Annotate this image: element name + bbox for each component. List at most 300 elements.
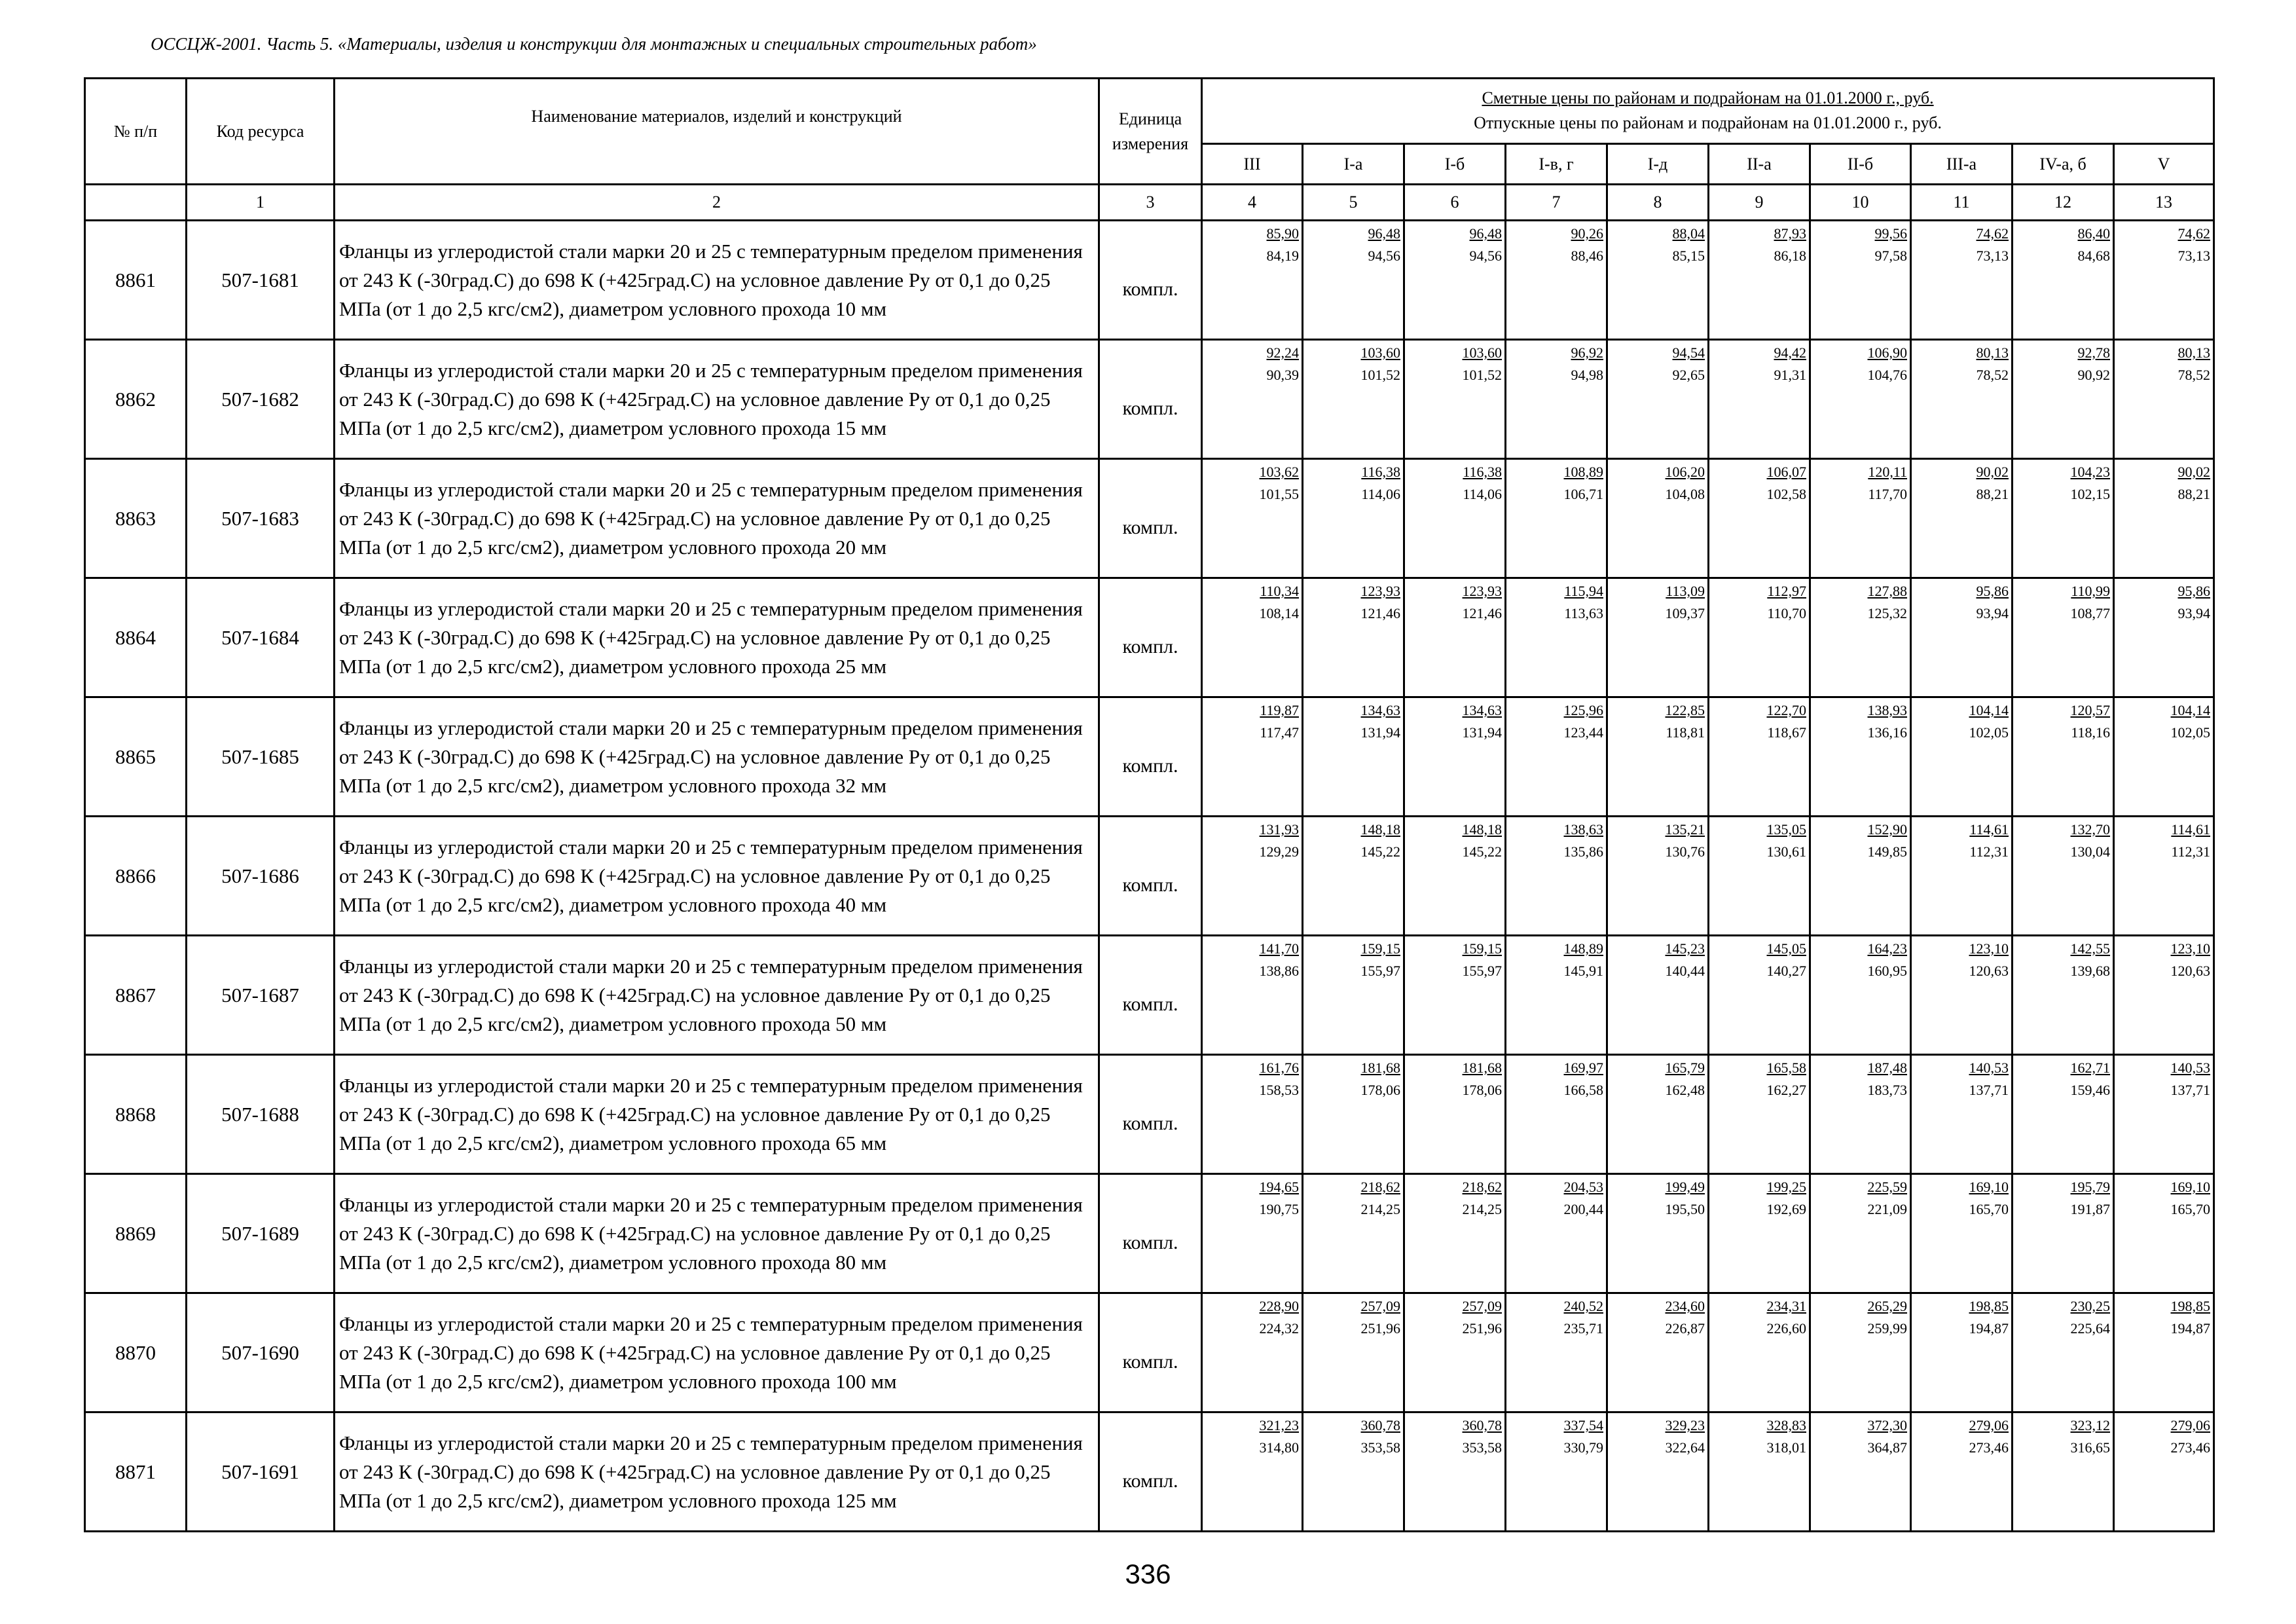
estimate-price: 228,90 bbox=[1259, 1298, 1299, 1314]
release-price: 162,48 bbox=[1665, 1082, 1705, 1098]
column-number: 8 bbox=[1607, 185, 1709, 221]
release-price: 88,21 bbox=[1976, 486, 2009, 502]
release-price: 101,55 bbox=[1259, 486, 1299, 502]
price-cell bbox=[1202, 221, 1303, 340]
estimate-price: 138,63 bbox=[1563, 821, 1603, 838]
release-price: 114,06 bbox=[1463, 486, 1502, 502]
estimate-price: 194,65 bbox=[1259, 1179, 1299, 1195]
release-price: 251,96 bbox=[1360, 1320, 1400, 1337]
price-cell bbox=[2013, 221, 2114, 340]
estimate-price: 234,31 bbox=[1766, 1298, 1806, 1314]
price-cell bbox=[1810, 578, 1911, 697]
price-table bbox=[84, 77, 2215, 1532]
price-cell bbox=[2013, 817, 2114, 936]
release-price: 102,15 bbox=[2070, 486, 2110, 502]
release-price: 137,71 bbox=[1969, 1082, 2009, 1098]
price-cell bbox=[1303, 1174, 1404, 1293]
estimate-price: 159,15 bbox=[1360, 940, 1400, 957]
price-cell bbox=[1709, 578, 1810, 697]
header-unit: Единица измерения bbox=[1099, 79, 1202, 185]
release-price: 101,52 bbox=[1462, 367, 1502, 383]
release-price: 73,13 bbox=[1976, 248, 2009, 264]
estimate-price: 104,14 bbox=[2170, 702, 2211, 718]
table-row bbox=[85, 578, 2214, 697]
estimate-price: 88,04 bbox=[1672, 225, 1705, 242]
release-price: 145,22 bbox=[1360, 843, 1400, 860]
estimate-price: 96,48 bbox=[1469, 225, 1502, 242]
estimate-price: 140,53 bbox=[1969, 1060, 2009, 1076]
table-row bbox=[85, 1174, 2214, 1293]
row-number: 8865 bbox=[85, 697, 187, 817]
unit: компл. bbox=[1099, 697, 1202, 817]
price-cell bbox=[1810, 697, 1911, 817]
resource-code: 507-1685 bbox=[187, 697, 335, 817]
estimate-price: 123,10 bbox=[2170, 940, 2211, 957]
resource-code: 507-1682 bbox=[187, 340, 335, 459]
estimate-price: 265,29 bbox=[1867, 1298, 1907, 1314]
release-price: 166,58 bbox=[1563, 1082, 1603, 1098]
unit: компл. bbox=[1099, 1174, 1202, 1293]
region-header: I-в, г bbox=[1506, 144, 1607, 185]
release-price: 73,13 bbox=[2178, 248, 2211, 264]
release-price: 221,09 bbox=[1867, 1201, 1907, 1217]
region-header: V bbox=[2114, 144, 2214, 185]
region-header: III bbox=[1202, 144, 1303, 185]
price-cell bbox=[1607, 1174, 1709, 1293]
release-price: 314,80 bbox=[1259, 1439, 1299, 1456]
unit: компл. bbox=[1099, 340, 1202, 459]
price-cell bbox=[1202, 459, 1303, 578]
price-cell bbox=[1709, 817, 1810, 936]
estimate-price: 123,93 bbox=[1360, 583, 1400, 599]
release-price: 131,94 bbox=[1360, 724, 1400, 741]
release-price: 131,94 bbox=[1462, 724, 1502, 741]
estimate-price: 114,61 bbox=[2171, 821, 2211, 838]
price-cell bbox=[1506, 578, 1607, 697]
release-price: 149,85 bbox=[1867, 843, 1907, 860]
estimate-price: 103,60 bbox=[1462, 344, 1502, 361]
price-cell bbox=[1404, 697, 1506, 817]
price-cell bbox=[1911, 578, 2013, 697]
estimate-price: 74,62 bbox=[1976, 225, 2009, 242]
unit: компл. bbox=[1099, 936, 1202, 1055]
table-row bbox=[85, 221, 2214, 340]
estimate-price: 140,53 bbox=[2170, 1060, 2211, 1076]
column-number: 12 bbox=[2013, 185, 2114, 221]
region-header: I-б bbox=[1404, 144, 1506, 185]
release-price: 158,53 bbox=[1259, 1082, 1299, 1098]
header-release-prices: Отпускные цены по районам и подрайонам на 01.01.2000 г., руб. bbox=[1474, 113, 1942, 132]
release-price: 106,71 bbox=[1563, 486, 1603, 502]
release-price: 136,16 bbox=[1867, 724, 1907, 741]
release-price: 130,04 bbox=[2070, 843, 2110, 860]
price-cell bbox=[2114, 1412, 2214, 1532]
table-row bbox=[85, 697, 2214, 817]
price-cell bbox=[1607, 340, 1709, 459]
price-cell bbox=[1202, 1412, 1303, 1532]
resource-code: 507-1686 bbox=[187, 817, 335, 936]
release-price: 94,56 bbox=[1368, 248, 1400, 264]
resource-code: 507-1683 bbox=[187, 459, 335, 578]
row-number: 8866 bbox=[85, 817, 187, 936]
region-header: II-б bbox=[1810, 144, 1911, 185]
release-price: 138,86 bbox=[1259, 963, 1299, 979]
estimate-price: 86,40 bbox=[2077, 225, 2110, 242]
estimate-price: 104,23 bbox=[2070, 464, 2110, 480]
estimate-price: 187,48 bbox=[1867, 1060, 1907, 1076]
estimate-price: 113,09 bbox=[1666, 583, 1705, 599]
price-cell bbox=[1303, 578, 1404, 697]
release-price: 178,06 bbox=[1462, 1082, 1502, 1098]
table-row bbox=[85, 340, 2214, 459]
estimate-price: 114,61 bbox=[1969, 821, 2009, 838]
release-price: 104,76 bbox=[1867, 367, 1907, 383]
price-cell bbox=[1709, 1174, 1810, 1293]
table-row bbox=[85, 1055, 2214, 1174]
release-price: 135,86 bbox=[1563, 843, 1603, 860]
estimate-price: 103,60 bbox=[1360, 344, 1400, 361]
price-cell bbox=[2013, 697, 2114, 817]
release-price: 118,81 bbox=[1666, 724, 1705, 741]
estimate-price: 360,78 bbox=[1462, 1417, 1502, 1433]
resource-code: 507-1687 bbox=[187, 936, 335, 1055]
price-cell bbox=[1303, 1293, 1404, 1412]
estimate-price: 96,92 bbox=[1571, 344, 1603, 361]
estimate-price: 329,23 bbox=[1665, 1417, 1705, 1433]
header-resource-code: Код ресурса bbox=[187, 79, 335, 185]
release-price: 94,56 bbox=[1469, 248, 1502, 264]
release-price: 112,31 bbox=[2171, 843, 2211, 860]
unit: компл. bbox=[1099, 459, 1202, 578]
resource-code: 507-1689 bbox=[187, 1174, 335, 1293]
release-price: 235,71 bbox=[1563, 1320, 1603, 1337]
release-price: 93,94 bbox=[2178, 605, 2211, 621]
release-price: 108,77 bbox=[2070, 605, 2110, 621]
price-cell bbox=[1911, 817, 2013, 936]
header-prices bbox=[1202, 79, 2214, 144]
price-cell bbox=[1404, 1412, 1506, 1532]
estimate-price: 90,02 bbox=[2178, 464, 2211, 480]
release-price: 109,37 bbox=[1665, 605, 1705, 621]
estimate-price: 279,06 bbox=[2170, 1417, 2211, 1433]
price-cell bbox=[1303, 697, 1404, 817]
price-cell bbox=[1607, 459, 1709, 578]
table-row bbox=[85, 936, 2214, 1055]
column-number bbox=[85, 185, 187, 221]
price-cell bbox=[1709, 221, 1810, 340]
unit: компл. bbox=[1099, 1293, 1202, 1412]
estimate-price: 135,05 bbox=[1766, 821, 1806, 838]
region-header: IV-a, б bbox=[2013, 144, 2114, 185]
estimate-price: 106,07 bbox=[1766, 464, 1806, 480]
price-cell bbox=[2114, 459, 2214, 578]
release-price: 102,58 bbox=[1766, 486, 1806, 502]
release-price: 353,58 bbox=[1462, 1439, 1502, 1456]
price-cell bbox=[2114, 340, 2214, 459]
material-name: Фланцы из углеродистой стали марки 20 и 25 с температурным пределом применения от 243 К (-30град.С) до 698 К (+425град.С) на условное давление Ру от 0,1 до 0,25 МПа (от 1 до 2,5 кгс/см2), диаметром условного прохода 80 мм bbox=[335, 1174, 1099, 1293]
price-cell bbox=[1303, 221, 1404, 340]
price-cell bbox=[1709, 1055, 1810, 1174]
estimate-price: 230,25 bbox=[2070, 1298, 2110, 1314]
estimate-price: 116,38 bbox=[1463, 464, 1502, 480]
price-cell bbox=[2114, 817, 2214, 936]
release-price: 114,06 bbox=[1361, 486, 1400, 502]
row-number: 8870 bbox=[85, 1293, 187, 1412]
release-price: 121,46 bbox=[1462, 605, 1502, 621]
estimate-price: 145,05 bbox=[1766, 940, 1806, 957]
price-cell bbox=[1506, 697, 1607, 817]
estimate-price: 92,24 bbox=[1266, 344, 1299, 361]
release-price: 84,19 bbox=[1266, 248, 1299, 264]
price-cell bbox=[1202, 578, 1303, 697]
release-price: 273,46 bbox=[2170, 1439, 2211, 1456]
release-price: 195,50 bbox=[1665, 1201, 1705, 1217]
price-cell bbox=[1709, 459, 1810, 578]
release-price: 102,05 bbox=[1969, 724, 2009, 741]
price-cell bbox=[1506, 459, 1607, 578]
release-price: 226,60 bbox=[1766, 1320, 1806, 1337]
price-cell bbox=[1202, 340, 1303, 459]
estimate-price: 199,49 bbox=[1665, 1179, 1705, 1195]
release-price: 140,27 bbox=[1766, 963, 1806, 979]
estimate-price: 195,79 bbox=[2070, 1179, 2110, 1195]
release-price: 78,52 bbox=[1976, 367, 2009, 383]
release-price: 120,63 bbox=[2170, 963, 2211, 979]
estimate-price: 148,18 bbox=[1462, 821, 1502, 838]
price-cell bbox=[2013, 1412, 2114, 1532]
release-price: 130,76 bbox=[1665, 843, 1705, 860]
release-price: 92,65 bbox=[1672, 367, 1705, 383]
release-price: 159,46 bbox=[2070, 1082, 2110, 1098]
estimate-price: 104,14 bbox=[1969, 702, 2009, 718]
estimate-price: 360,78 bbox=[1360, 1417, 1400, 1433]
estimate-price: 169,97 bbox=[1563, 1060, 1603, 1076]
estimate-price: 328,83 bbox=[1766, 1417, 1806, 1433]
unit: компл. bbox=[1099, 1412, 1202, 1532]
estimate-price: 181,68 bbox=[1360, 1060, 1400, 1076]
price-cell bbox=[1202, 936, 1303, 1055]
unit: компл. bbox=[1099, 221, 1202, 340]
material-name: Фланцы из углеродистой стали марки 20 и 25 с температурным пределом применения от 243 К (-30град.С) до 698 К (+425град.С) на условное давление Ру от 0,1 до 0,25 МПа (от 1 до 2,5 кгс/см2), диаметром условного прохода 20 мм bbox=[335, 459, 1099, 578]
release-price: 259,99 bbox=[1867, 1320, 1907, 1337]
release-price: 118,67 bbox=[1767, 724, 1806, 741]
estimate-price: 240,52 bbox=[1563, 1298, 1603, 1314]
release-price: 183,73 bbox=[1867, 1082, 1907, 1098]
region-header: I-a bbox=[1303, 144, 1404, 185]
document-header: ОССЦЖ-2001. Часть 5. «Материалы, изделия и конструкции для монтажных и специальных строительных работ» bbox=[151, 34, 1037, 54]
release-price: 101,52 bbox=[1360, 367, 1400, 383]
estimate-price: 181,68 bbox=[1462, 1060, 1502, 1076]
estimate-price: 96,48 bbox=[1368, 225, 1400, 242]
price-cell bbox=[1607, 1055, 1709, 1174]
release-price: 214,25 bbox=[1360, 1201, 1400, 1217]
release-price: 91,31 bbox=[1774, 367, 1806, 383]
price-cell bbox=[2013, 1055, 2114, 1174]
estimate-price: 257,09 bbox=[1360, 1298, 1400, 1314]
release-price: 113,63 bbox=[1564, 605, 1603, 621]
price-cell bbox=[1607, 697, 1709, 817]
price-cell bbox=[1911, 221, 2013, 340]
resource-code: 507-1690 bbox=[187, 1293, 335, 1412]
column-number: 2 bbox=[335, 185, 1099, 221]
price-cell bbox=[1202, 1174, 1303, 1293]
price-cell bbox=[1404, 221, 1506, 340]
price-cell bbox=[1404, 1174, 1506, 1293]
column-number: 6 bbox=[1404, 185, 1506, 221]
price-cell bbox=[1202, 1293, 1303, 1412]
unit: компл. bbox=[1099, 1055, 1202, 1174]
price-cell bbox=[1607, 1293, 1709, 1412]
release-price: 273,46 bbox=[1969, 1439, 2009, 1456]
release-price: 137,71 bbox=[2170, 1082, 2211, 1098]
release-price: 102,05 bbox=[2170, 724, 2211, 741]
unit: компл. bbox=[1099, 817, 1202, 936]
estimate-price: 321,23 bbox=[1259, 1417, 1299, 1433]
price-cell bbox=[1506, 817, 1607, 936]
estimate-price: 159,15 bbox=[1462, 940, 1502, 957]
release-price: 88,21 bbox=[2178, 486, 2211, 502]
estimate-price: 110,99 bbox=[2071, 583, 2110, 599]
release-price: 178,06 bbox=[1360, 1082, 1400, 1098]
estimate-price: 323,12 bbox=[2070, 1417, 2110, 1433]
release-price: 155,97 bbox=[1462, 963, 1502, 979]
estimate-price: 134,63 bbox=[1462, 702, 1502, 718]
estimate-price: 123,10 bbox=[1969, 940, 2009, 957]
price-cell bbox=[1911, 459, 2013, 578]
release-price: 121,46 bbox=[1360, 605, 1400, 621]
price-cell bbox=[1202, 817, 1303, 936]
release-price: 191,87 bbox=[2070, 1201, 2110, 1217]
release-price: 130,61 bbox=[1766, 843, 1806, 860]
table-row bbox=[85, 817, 2214, 936]
estimate-price: 123,93 bbox=[1462, 583, 1502, 599]
price-cell bbox=[1810, 1412, 1911, 1532]
price-cell bbox=[1303, 459, 1404, 578]
header-material-name: Наименование материалов, изделий и конструкций bbox=[335, 79, 1099, 185]
material-name: Фланцы из углеродистой стали марки 20 и 25 с температурным пределом применения от 243 К (-30град.С) до 698 К (+425град.С) на условное давление Ру от 0,1 до 0,25 МПа (от 1 до 2,5 кгс/см2), диаметром условного прохода 15 мм bbox=[335, 340, 1099, 459]
price-cell bbox=[1607, 817, 1709, 936]
price-cell bbox=[1506, 221, 1607, 340]
estimate-price: 138,93 bbox=[1867, 702, 1907, 718]
release-price: 194,87 bbox=[2170, 1320, 2211, 1337]
price-cell bbox=[2013, 936, 2114, 1055]
price-cell bbox=[2114, 697, 2214, 817]
release-price: 129,29 bbox=[1259, 843, 1299, 860]
material-name: Фланцы из углеродистой стали марки 20 и 25 с температурным пределом применения от 243 К (-30град.С) до 698 К (+425град.С) на условное давление Ру от 0,1 до 0,25 МПа (от 1 до 2,5 кгс/см2), диаметром условного прохода 32 мм bbox=[335, 697, 1099, 817]
estimate-price: 279,06 bbox=[1969, 1417, 2009, 1433]
estimate-price: 218,62 bbox=[1462, 1179, 1502, 1195]
row-number: 8868 bbox=[85, 1055, 187, 1174]
table-row bbox=[85, 1412, 2214, 1532]
estimate-price: 145,23 bbox=[1665, 940, 1705, 957]
price-cell bbox=[1506, 936, 1607, 1055]
release-price: 145,91 bbox=[1563, 963, 1603, 979]
release-price: 94,98 bbox=[1571, 367, 1603, 383]
column-number: 13 bbox=[2114, 185, 2214, 221]
column-number: 7 bbox=[1506, 185, 1607, 221]
estimate-price: 132,70 bbox=[2070, 821, 2110, 838]
price-cell bbox=[1709, 697, 1810, 817]
estimate-price: 106,90 bbox=[1867, 344, 1907, 361]
release-price: 318,01 bbox=[1766, 1439, 1806, 1456]
material-name: Фланцы из углеродистой стали марки 20 и 25 с температурным пределом применения от 243 К (-30град.С) до 698 К (+425град.С) на условное давление Ру от 0,1 до 0,25 МПа (от 1 до 2,5 кгс/см2), диаметром условного прохода 65 мм bbox=[335, 1055, 1099, 1174]
price-cell bbox=[2114, 936, 2214, 1055]
row-number: 8871 bbox=[85, 1412, 187, 1532]
release-price: 194,87 bbox=[1969, 1320, 2009, 1337]
release-price: 104,08 bbox=[1665, 486, 1705, 502]
column-number: 1 bbox=[187, 185, 335, 221]
release-price: 90,92 bbox=[2077, 367, 2110, 383]
estimate-price: 204,53 bbox=[1563, 1179, 1603, 1195]
price-cell bbox=[1810, 817, 1911, 936]
estimate-price: 115,94 bbox=[1564, 583, 1603, 599]
price-cell bbox=[1709, 936, 1810, 1055]
row-number: 8863 bbox=[85, 459, 187, 578]
header-estimate-prices: Сметные цены по районам и подрайонам на 01.01.2000 г., руб. bbox=[1482, 88, 1934, 107]
price-cell bbox=[1404, 1055, 1506, 1174]
estimate-price: 198,85 bbox=[1969, 1298, 2009, 1314]
resource-code: 507-1688 bbox=[187, 1055, 335, 1174]
estimate-price: 148,18 bbox=[1360, 821, 1400, 838]
estimate-price: 108,89 bbox=[1563, 464, 1603, 480]
estimate-price: 142,55 bbox=[2070, 940, 2110, 957]
release-price: 88,46 bbox=[1571, 248, 1603, 264]
estimate-price: 74,62 bbox=[2178, 225, 2211, 242]
material-name: Фланцы из углеродистой стали марки 20 и 25 с температурным пределом применения от 243 К (-30град.С) до 698 К (+425град.С) на условное давление Ру от 0,1 до 0,25 МПа (от 1 до 2,5 кгс/см2), диаметром условного прохода 40 мм bbox=[335, 817, 1099, 936]
estimate-price: 141,70 bbox=[1259, 940, 1299, 957]
price-cell bbox=[2114, 578, 2214, 697]
release-price: 139,68 bbox=[2070, 963, 2110, 979]
price-cell bbox=[1911, 1412, 2013, 1532]
estimate-price: 119,87 bbox=[1260, 702, 1299, 718]
column-number: 10 bbox=[1810, 185, 1911, 221]
release-price: 160,95 bbox=[1867, 963, 1907, 979]
release-price: 353,58 bbox=[1360, 1439, 1400, 1456]
estimate-price: 225,59 bbox=[1867, 1179, 1907, 1195]
region-header: III-a bbox=[1911, 144, 2013, 185]
price-cell bbox=[1303, 1412, 1404, 1532]
price-cell bbox=[1404, 817, 1506, 936]
estimate-price: 120,57 bbox=[2070, 702, 2110, 718]
price-cell bbox=[1911, 1055, 2013, 1174]
release-price: 118,16 bbox=[2071, 724, 2110, 741]
material-name: Фланцы из углеродистой стали марки 20 и 25 с температурным пределом применения от 243 К (-30град.С) до 698 К (+425град.С) на условное давление Ру от 0,1 до 0,25 МПа (от 1 до 2,5 кгс/см2), диаметром условного прохода 25 мм bbox=[335, 578, 1099, 697]
resource-code: 507-1684 bbox=[187, 578, 335, 697]
estimate-price: 94,42 bbox=[1774, 344, 1806, 361]
row-number: 8867 bbox=[85, 936, 187, 1055]
release-price: 90,39 bbox=[1266, 367, 1299, 383]
estimate-price: 80,13 bbox=[1976, 344, 2009, 361]
estimate-price: 87,93 bbox=[1774, 225, 1806, 242]
release-price: 78,52 bbox=[2178, 367, 2211, 383]
estimate-price: 152,90 bbox=[1867, 821, 1907, 838]
price-cell bbox=[1911, 340, 2013, 459]
price-cell bbox=[1810, 1055, 1911, 1174]
column-number: 4 bbox=[1202, 185, 1303, 221]
release-price: 224,32 bbox=[1259, 1320, 1299, 1337]
page-number: 336 bbox=[1125, 1559, 1171, 1589]
price-cell bbox=[1810, 1293, 1911, 1412]
price-cell bbox=[1911, 697, 2013, 817]
release-price: 120,63 bbox=[1969, 963, 2009, 979]
estimate-price: 106,20 bbox=[1665, 464, 1705, 480]
estimate-price: 218,62 bbox=[1360, 1179, 1400, 1195]
price-cell bbox=[1709, 1412, 1810, 1532]
price-cell bbox=[1404, 936, 1506, 1055]
release-price: 192,69 bbox=[1766, 1201, 1806, 1217]
table-row bbox=[85, 459, 2214, 578]
price-cell bbox=[1506, 1055, 1607, 1174]
